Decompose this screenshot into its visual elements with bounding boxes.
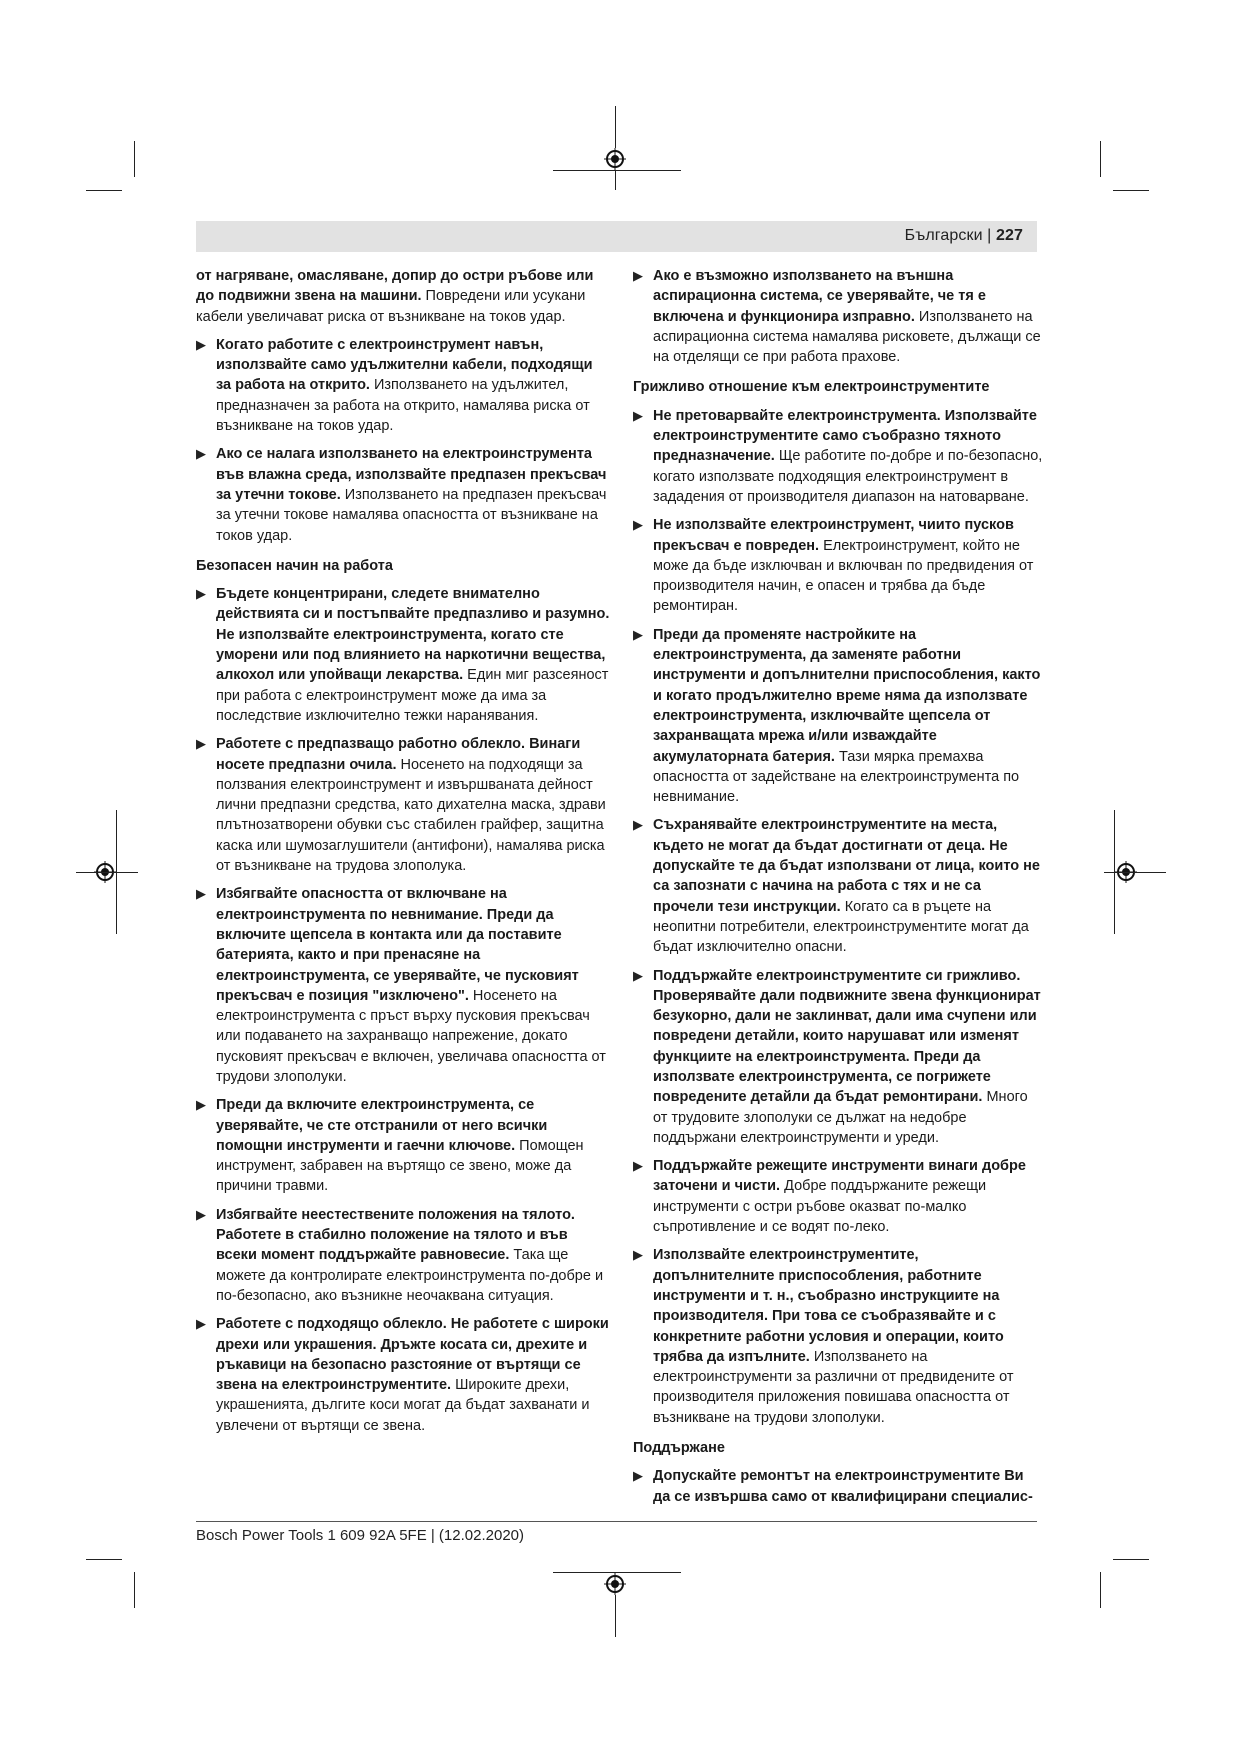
list-item bbox=[633, 625, 1043, 808]
list-item bbox=[196, 335, 610, 436]
bold-text: Ако се налага използването на електроинструмента във влажна среда, използвайте предпазен прекъсвач за утечни токове. bbox=[216, 446, 607, 503]
bullet-triangle-icon: ▶ bbox=[633, 1247, 643, 1263]
body-text: Добре поддържаните режещи инструменти с остри ръбове оказват по-малко съпротивление и се водят по-леко. bbox=[653, 1178, 987, 1236]
bold-text: Използвайте електроинструментите, допълнителните приспособления, работните инструменти и т. н., съобразно инструкциите на производителя. При това се съобразявайте и с конкретните работни условия и операции, които трябва да изпълните. bbox=[653, 1247, 1004, 1365]
body-text: Така ще можете да контролирате електроинструмента по-добре и по-безопасно, ако възникне неочаквана ситуация. bbox=[216, 1247, 604, 1304]
bullet-triangle-icon: ▶ bbox=[633, 967, 643, 983]
bold-text: Бъдете концентрирани, следете внимателно действията си и постъпвайте предпазливо и разумно. Не използвайте електроинструмента, когато сте уморени или под влиянието на наркотични вещества, алкохол или упойващи лекарства. bbox=[216, 586, 610, 684]
list-item bbox=[633, 1245, 1043, 1428]
crop-mark bbox=[134, 1572, 135, 1608]
crop-mark bbox=[553, 1572, 681, 1573]
crop-mark bbox=[1100, 141, 1101, 177]
crop-mark bbox=[134, 141, 135, 177]
bullet-triangle-icon: ▶ bbox=[196, 1097, 206, 1113]
crop-mark bbox=[76, 872, 138, 873]
list-item bbox=[196, 444, 610, 545]
right-column bbox=[633, 266, 1043, 1515]
bold-text: Не претоварвайте електроинструмента. Използвайте електроинструментите само съобразно тяхното предназначение. bbox=[653, 407, 1037, 465]
header-language: Български bbox=[904, 227, 983, 244]
bold-text: Избягвайте неестествените положения на тялото. Работете в стабилно положение на тялото и във всеки момент поддържайте равновесие. bbox=[216, 1206, 575, 1264]
list-item bbox=[633, 406, 1043, 507]
bold-text: Работете с подходящо облекло. Не работете с широки дрехи или украшения. Дръжте косата си, дрехите и ръкавици на безопасно разстояние от въртящи се звена на електроинструментите. bbox=[216, 1316, 609, 1394]
bullet-triangle-icon: ▶ bbox=[196, 446, 206, 462]
bullet-triangle-icon: ▶ bbox=[633, 1158, 643, 1174]
body-text: Използването на електроинструменти за различни от предвидените от производителя приложения повишава опасността от възникване на трудови злополуки. bbox=[653, 1348, 1014, 1426]
list-item bbox=[196, 1314, 610, 1436]
bullet-triangle-icon: ▶ bbox=[196, 336, 206, 352]
body-text: Носенето на електроинструмента с пръст върху пусковия прекъсвач или подаването на захранващо напрежение, докато пусковият прекъсвач е включен, увеличава опасността от трудови злополуки. bbox=[216, 987, 606, 1085]
bold-text: Преди да включите електроинструмента, се уверявайте, че сте отстранили от него всички помощни инструменти и гаечни ключове. bbox=[216, 1097, 548, 1154]
body-text: Помощен инструмент, забравен на въртящо се звено, може да причини травми. bbox=[216, 1137, 584, 1195]
bold-text: Когато работите с електроинструмент навън, използвайте само удължителни кабели, подходящи за работа на открито. bbox=[216, 336, 593, 394]
body-text: Използването на предпазен прекъсвач за утечни токове намалява опасността от възникване на токов удар. bbox=[216, 486, 607, 544]
bold-text: Съхранявайте електроинструментите на места, където не могат да бъдат достигнати от деца. Не допускайте те да бъдат използвани от лица, които не са запознати с начина на работа с тях и не са прочели тези инструкции. bbox=[653, 817, 1040, 915]
bullet-triangle-icon: ▶ bbox=[633, 1468, 643, 1484]
crop-mark bbox=[1113, 1559, 1149, 1560]
list-item bbox=[633, 1466, 1043, 1507]
list-item bbox=[196, 1205, 610, 1306]
bullet-triangle-icon: ▶ bbox=[633, 517, 643, 533]
body-text: Един миг разсеяност при работа с електроинструмент може да има за последствие изключително тежки наранявания. bbox=[216, 667, 609, 724]
section-heading: Грижливо отношение към електроинструментите bbox=[633, 379, 990, 396]
body-text: Ще работите по-добре и по-безопасно, когато използвате подходящия електроинструмент в зададения от производителя диапазон на натоварване. bbox=[653, 448, 1043, 505]
section-heading: Безопасен начин на работа bbox=[196, 557, 393, 574]
bold-text: Ако е възможно използването на външна аспирационна система, се уверявайте, че тя е включена и функционира изправно. bbox=[653, 268, 986, 325]
bullet-triangle-icon: ▶ bbox=[633, 268, 643, 283]
crop-mark bbox=[1113, 190, 1149, 191]
bullet-triangle-icon: ▶ bbox=[633, 626, 643, 642]
body-text: Използването на удължител, предназначен за работа на открито, намалява риска от възникване на токов удар. bbox=[216, 377, 590, 435]
body-text: Повредени или усукани кабели увеличават риска от възникване на токов удар. bbox=[196, 288, 586, 325]
crop-mark bbox=[1104, 872, 1166, 873]
paragraph bbox=[196, 266, 610, 327]
bold-text: Преди да променяте настройките на електроинструмента, да заменяте работни инструменти и допълнителни приспособления, както и когато продължително време няма да използвате електроинструмента, изключвайте щепсела от захранващата мрежа и/или изваждайте акумулаторната батерия. bbox=[653, 626, 1041, 765]
crop-mark bbox=[86, 1559, 122, 1560]
body-text: Широките дрехи, украшенията, дългите коси могат да бъдат захванати и увлечени от въртящи се звена. bbox=[216, 1377, 590, 1434]
section-heading: Поддържане bbox=[633, 1440, 725, 1457]
bullet-triangle-icon: ▶ bbox=[196, 1206, 206, 1222]
crop-mark bbox=[615, 1595, 616, 1637]
header-text: Български | 227 bbox=[904, 227, 1023, 244]
body-text: Много от трудовите злополуки се дължат на недобре поддържани електроинструменти и уреди. bbox=[653, 1089, 1028, 1146]
bold-text: Избягвайте опасността от включване на електроинструмента по невнимание. Преди да включите щепсела в контакта или да поставите батерията, както и при пренасяне на електроинструмента, се уверявайте, че пусковият прекъсвач е позиция "изключено". bbox=[216, 886, 579, 1004]
body-text: Електроинструмент, който не може да бъде изключван и включван по предвидения от производителя начин, е опасен и трябва да бъде ремонтиран. bbox=[653, 537, 1034, 615]
bullet-triangle-icon: ▶ bbox=[633, 407, 643, 423]
footer-text: Bosch Power Tools 1 609 92A 5FE | (12.02.2020) bbox=[196, 1527, 524, 1544]
left-column bbox=[196, 266, 610, 1444]
crop-mark bbox=[615, 106, 616, 148]
bold-text: Работете с предпазващо работно облекло. Винаги носете предпазни очила. bbox=[216, 736, 581, 773]
list-item bbox=[196, 1095, 610, 1196]
page-number: 227 bbox=[996, 227, 1023, 244]
list-item bbox=[633, 1156, 1043, 1237]
body-text: Носенето на подходящи за ползвания електроинструмент и извършваната дейност лични предпазни средства, като дихателна маска, здрави плътнозатворени обувки със стабилен грайфер, защитна каска или шумозаглушители (антифони), намалява риска от възникване на трудова злополука. bbox=[216, 756, 606, 875]
footer-rule bbox=[196, 1521, 1037, 1522]
bullet-triangle-icon: ▶ bbox=[196, 886, 206, 902]
body-text: Използването на аспирационна система намалява рисковете, дължащи се на отделящи се при работа прахове. bbox=[653, 308, 1041, 366]
registration-mark-icon bbox=[604, 148, 626, 170]
bullet-triangle-icon: ▶ bbox=[196, 1316, 206, 1332]
list-item bbox=[196, 884, 610, 1087]
bullet-triangle-icon: ▶ bbox=[633, 817, 643, 833]
bold-text: Поддържайте електроинструментите си грижливо. Проверявайте дали подвижните звена функционират безукорно, дали не заклинват, дали има счупени или повредени детайли, които нарушават или изменят функциите на електроинструмента. Преди да използвате електроинструмента, се погрижете повредените детайли да бъдат ремонтирани. bbox=[653, 967, 1041, 1106]
crop-mark bbox=[553, 170, 681, 171]
list-item bbox=[633, 966, 1043, 1149]
bullet-triangle-icon: ▶ bbox=[196, 586, 206, 602]
body-text: Когато са в ръцете на неопитни потребители, електроинструментите могат да бъдат изключително опасни. bbox=[653, 898, 1029, 956]
body-text: Тази мярка премахва опасността от задействане на електроинструмента по невнимание. bbox=[653, 748, 1020, 806]
crop-mark bbox=[1100, 1572, 1101, 1608]
bold-text: от нагряване, омасляване, допир до остри ръбове или до подвижни звена на машини. bbox=[196, 268, 594, 305]
list-item bbox=[196, 734, 610, 876]
page-header bbox=[196, 221, 1037, 252]
list-item bbox=[196, 584, 610, 726]
list-item bbox=[633, 815, 1043, 957]
registration-mark-icon bbox=[604, 1573, 626, 1595]
list-item bbox=[633, 515, 1043, 616]
list-item bbox=[633, 266, 1043, 367]
crop-mark bbox=[86, 190, 122, 191]
bold-text: Не използвайте електроинструмент, чиито пусков прекъсвач е повреден. bbox=[653, 517, 1014, 554]
bold-text: Поддържайте режещите инструменти винаги добре заточени и чисти. bbox=[653, 1158, 1026, 1195]
crop-mark bbox=[615, 170, 616, 190]
bullet-triangle-icon: ▶ bbox=[196, 736, 206, 752]
bold-text: Допускайте ремонтът на електроинструментите Ви да се извършва само от квалифицирани специалис- bbox=[653, 1468, 1033, 1505]
